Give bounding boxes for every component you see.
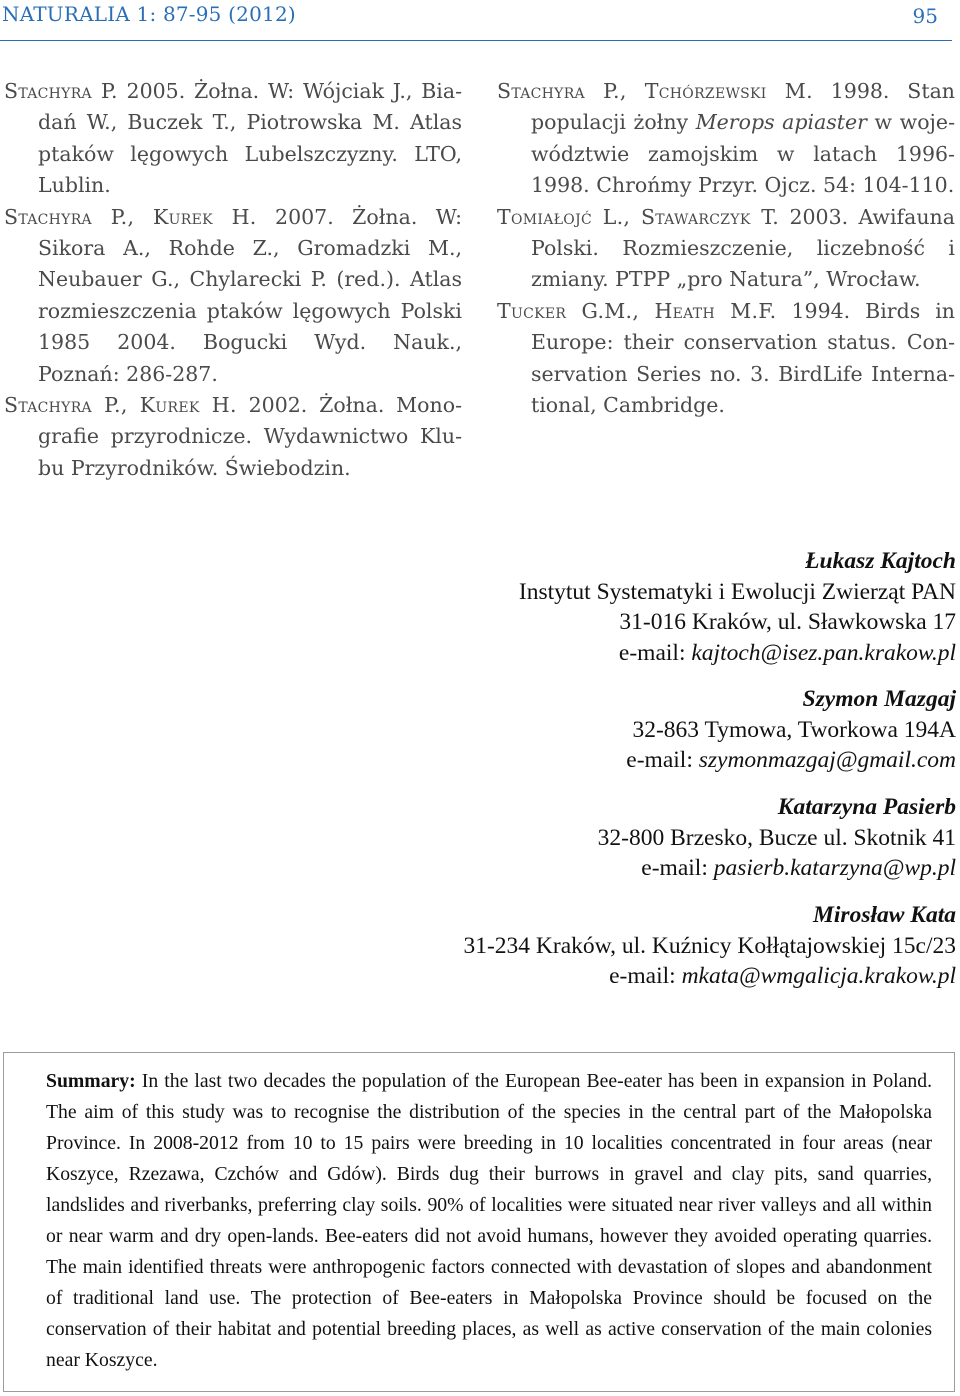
author-name: Łukasz Kajtoch <box>805 548 956 574</box>
references-left-column <box>4 76 462 484</box>
email-label: e-mail: <box>626 747 699 773</box>
reference-entry <box>4 202 462 390</box>
author-email: kajtoch@isez.pan.krakow.pl <box>691 639 956 666</box>
reference-details: 2005. Żołna. W: Wójciak J., Biadań W., Buczek T., Piotrowska M. Atlas ptaków lęgowych Lubelszczyzny. LTO, Lublin. <box>38 79 463 198</box>
author-affiliation <box>396 900 956 992</box>
author-email-line <box>396 638 956 669</box>
reference-authors: Stachyra P., Tchórzewski M. <box>497 79 813 103</box>
page-number: 95 <box>912 4 938 28</box>
reference-authors: Stachyra P., Kurek H. <box>4 204 257 229</box>
summary-label: Summary: <box>46 1070 136 1092</box>
reference-entry <box>497 202 955 296</box>
email-label: e-mail: <box>618 639 692 666</box>
running-header <box>0 0 952 41</box>
author-email-line <box>396 853 956 884</box>
reference-entry <box>4 76 462 202</box>
reference-details: 2003. Awifauna Polski. Rozmieszczenie, liczebność i zmiany. PTPP „pro Natura”, Wrocław. <box>531 204 955 292</box>
author-affiliation <box>396 684 956 776</box>
author-email-line <box>396 961 956 992</box>
reference-entry <box>4 390 462 484</box>
email-label: e-mail: <box>641 855 714 881</box>
author-name: Katarzyna Pasierb <box>777 794 956 820</box>
summary-text: In the last two decades the population of the European Bee-eater has been in expansion in Poland. The aim of this study was to recognise the distribution of the species in the central part of the Małopolska Province. In 2008-2012 from 10 to 15 pairs were breeding in 10 localities concentrated in four areas (near Koszyce, Rzezawa, Czchów and Gdów). Birds dug their burrows in gravel and clay pits, sand quarries, landslides and riverbanks, preferring clay soils. 90% of localities were situated near river valleys and all within or near warm and dry open-lands. Bee-eaters did not avoid humans, however they avoided operating quarries. The main identified threats were anthropogenic factors connected with devastation of slopes and abandonment of traditional land use. The protection of Bee-eaters in Małopolska Province should be focused on the conservation of their habitat and potential breeding places, as well as active conservation of the main colonies near Koszyce. <box>46 1070 932 1371</box>
references-right-column <box>497 76 955 421</box>
reference-authors: Stachyra P. <box>4 79 118 103</box>
journal-citation: NATURALIA 1: 87-95 (2012) <box>2 2 296 26</box>
author-email-line <box>396 745 956 776</box>
summary-paragraph <box>46 1066 932 1376</box>
reference-details: 1994. Birds in Europe: their conservation status. Conservation Series no. 3. BirdLife International, Cambridge. <box>531 298 955 418</box>
affiliation-address: 31-234 Kraków, ul. Kuźnicy Kołłątajowskiej 15c/23 <box>463 932 956 959</box>
species-name: Merops apiaster <box>695 110 867 135</box>
email-label: e-mail: <box>609 963 682 989</box>
reference-entry <box>497 76 955 202</box>
author-name: Mirosław Kata <box>813 902 956 928</box>
summary-box <box>3 1052 955 1392</box>
author-email: szymonmazgaj@gmail.com <box>698 747 956 773</box>
author-name: Szymon Mazgaj <box>802 686 956 712</box>
affiliation-institute: Instytut Systematyki i Ewolucji Zwierząt PAN <box>518 578 956 605</box>
author-email: pasierb.katarzyna@wp.pl <box>713 855 956 881</box>
reference-authors: Stachyra P., Kurek H. <box>4 393 237 418</box>
reference-details: 2002. Żołna. Monografie przyrodnicze. Wydawnictwo Klubu Przyrodników. Świebodzin. <box>38 393 462 480</box>
author-email: mkata@wmgalicja.krakow.pl <box>681 963 956 989</box>
author-affiliation <box>396 546 956 668</box>
affiliation-address: 31-016 Kraków, ul. Sławkowska 17 <box>619 609 956 635</box>
author-affiliation <box>396 792 956 884</box>
reference-details: w województwie zamojskim w latach 1996-1998. Chrońmy Przyr. Ojcz. 54: 104-110. <box>531 110 955 198</box>
reference-details: 1998. Stan populacji żołny <box>531 79 955 135</box>
reference-authors: Tucker G.M., Heath M.F. <box>497 298 777 323</box>
reference-entry <box>497 296 955 422</box>
reference-details: 2007. Żołna. W: Sikora A., Rohde Z., Gromadzki M., Neubauer G., Chylarecki P. (red.). Atlas rozmieszczenia ptaków lęgowych Polski 1985 2004. Bogucki Wyd. Nauk., Poznań: 286-287. <box>38 204 462 386</box>
affiliation-address: 32-863 Tymowa, Tworkowa 194A <box>632 716 956 743</box>
affiliation-address: 32-800 Brzesko, Bucze ul. Skotnik 41 <box>597 824 956 851</box>
reference-authors: Tomiałojć L., Stawarczyk T. <box>497 204 780 229</box>
